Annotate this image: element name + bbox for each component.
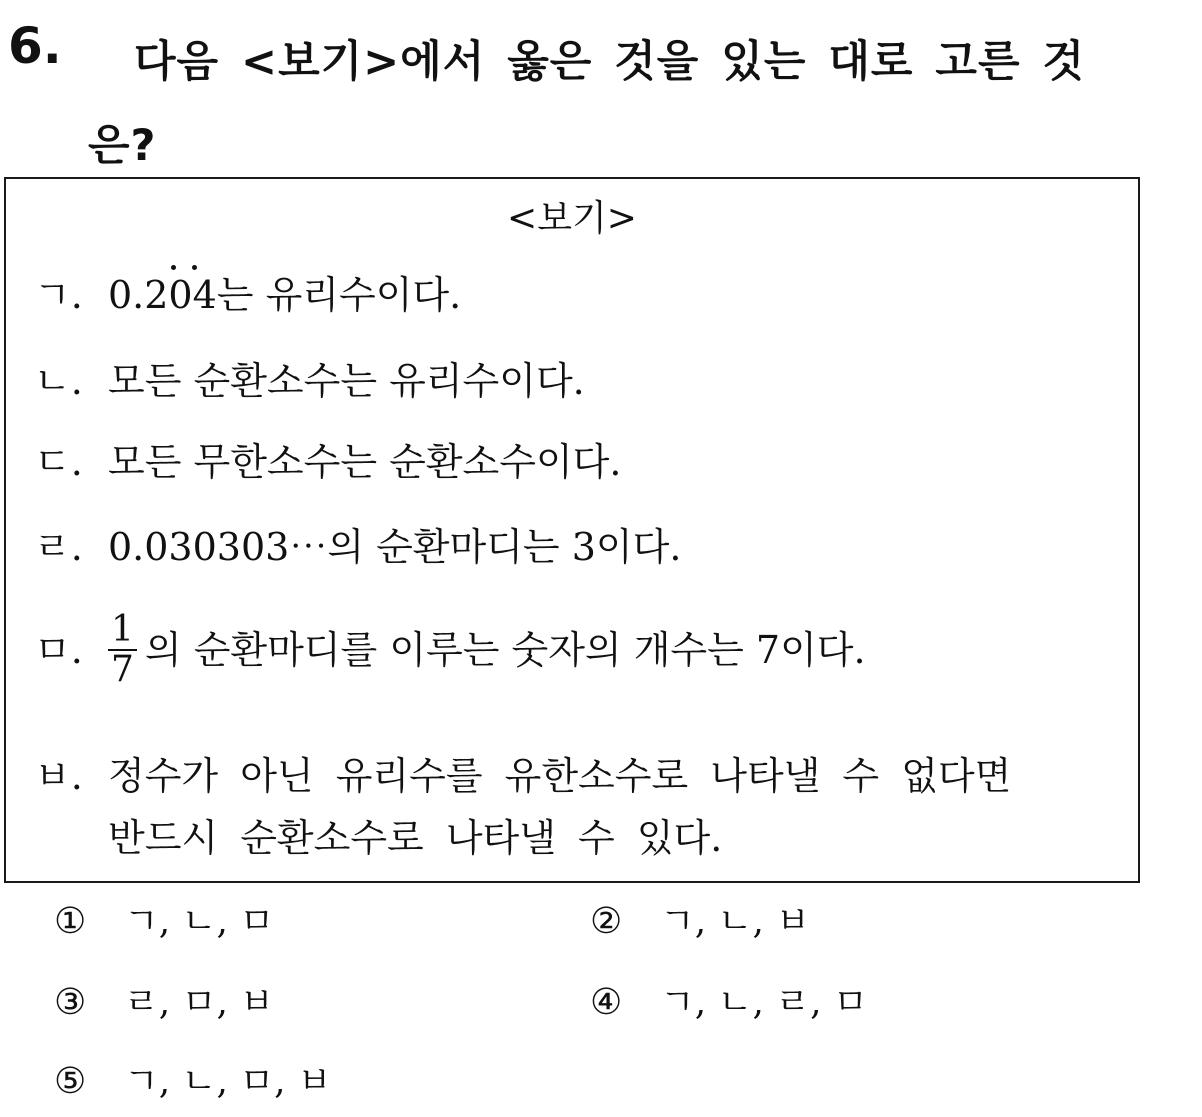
example-item-digeut [34,438,621,486]
item-label: ㄹ. [34,525,83,569]
item-label: ㅁ. [34,628,83,672]
question-text: 다음 <보기>에서 옳은 것을 있는 대로 고른 것은? [88,37,1085,171]
example-item-nieun [34,357,585,405]
example-item-mieum [34,611,866,689]
item-text: 정수가 아닌 유리수를 유한소수로 나타낼 수 없다면 반드시 순환소수로 나타낼 수 있다. [108,754,1012,860]
question-number: 6. [8,17,62,75]
answer-option-1[interactable] [54,900,274,944]
example-item-bieup [34,745,1034,869]
fraction-numerator: 1 [108,611,137,651]
item-text: 0.030303⋯의 순환마디는 3이다. [108,525,682,569]
answer-option-2[interactable] [590,900,810,944]
item-label: ㅂ. [34,754,83,798]
answer-option-5[interactable] [54,1060,332,1104]
option-text: ㄱ, ㄴ, ㅂ [660,901,811,942]
item-label: ㄱ. [34,273,83,317]
item-label: ㄴ. [34,359,83,403]
item-text: 모든 무한소수는 순환소수이다. [108,440,622,484]
item-text: 모든 순환소수는 유리수이다. [108,359,585,403]
option-text: ㄱ, ㄴ, ㅁ [124,901,275,942]
item-label: ㄷ. [34,440,83,484]
option-text: ㄹ, ㅁ, ㅂ [124,982,275,1023]
example-item-giyeok [34,271,461,319]
option-mark: ④ [590,982,623,1023]
option-mark: ① [54,901,87,942]
fraction [108,611,137,689]
example-box [4,177,1140,883]
item-text: 0.204는 유리수이다. [108,273,462,317]
fraction-denominator: 7 [111,649,134,690]
option-mark: ⑤ [54,1061,87,1102]
answer-option-3[interactable] [54,981,274,1025]
option-mark: ② [590,901,623,942]
item-text: 의 순환마디를 이루는 숫자의 개수는 7이다. [144,628,866,672]
example-item-rieul [34,523,681,571]
answer-option-4[interactable] [590,981,868,1025]
option-text: ㄱ, ㄴ, ㅁ, ㅂ [124,1061,332,1102]
option-text: ㄱ, ㄴ, ㄹ, ㅁ [660,982,868,1023]
example-box-title: <보기> [507,198,637,239]
option-mark: ③ [54,982,87,1023]
